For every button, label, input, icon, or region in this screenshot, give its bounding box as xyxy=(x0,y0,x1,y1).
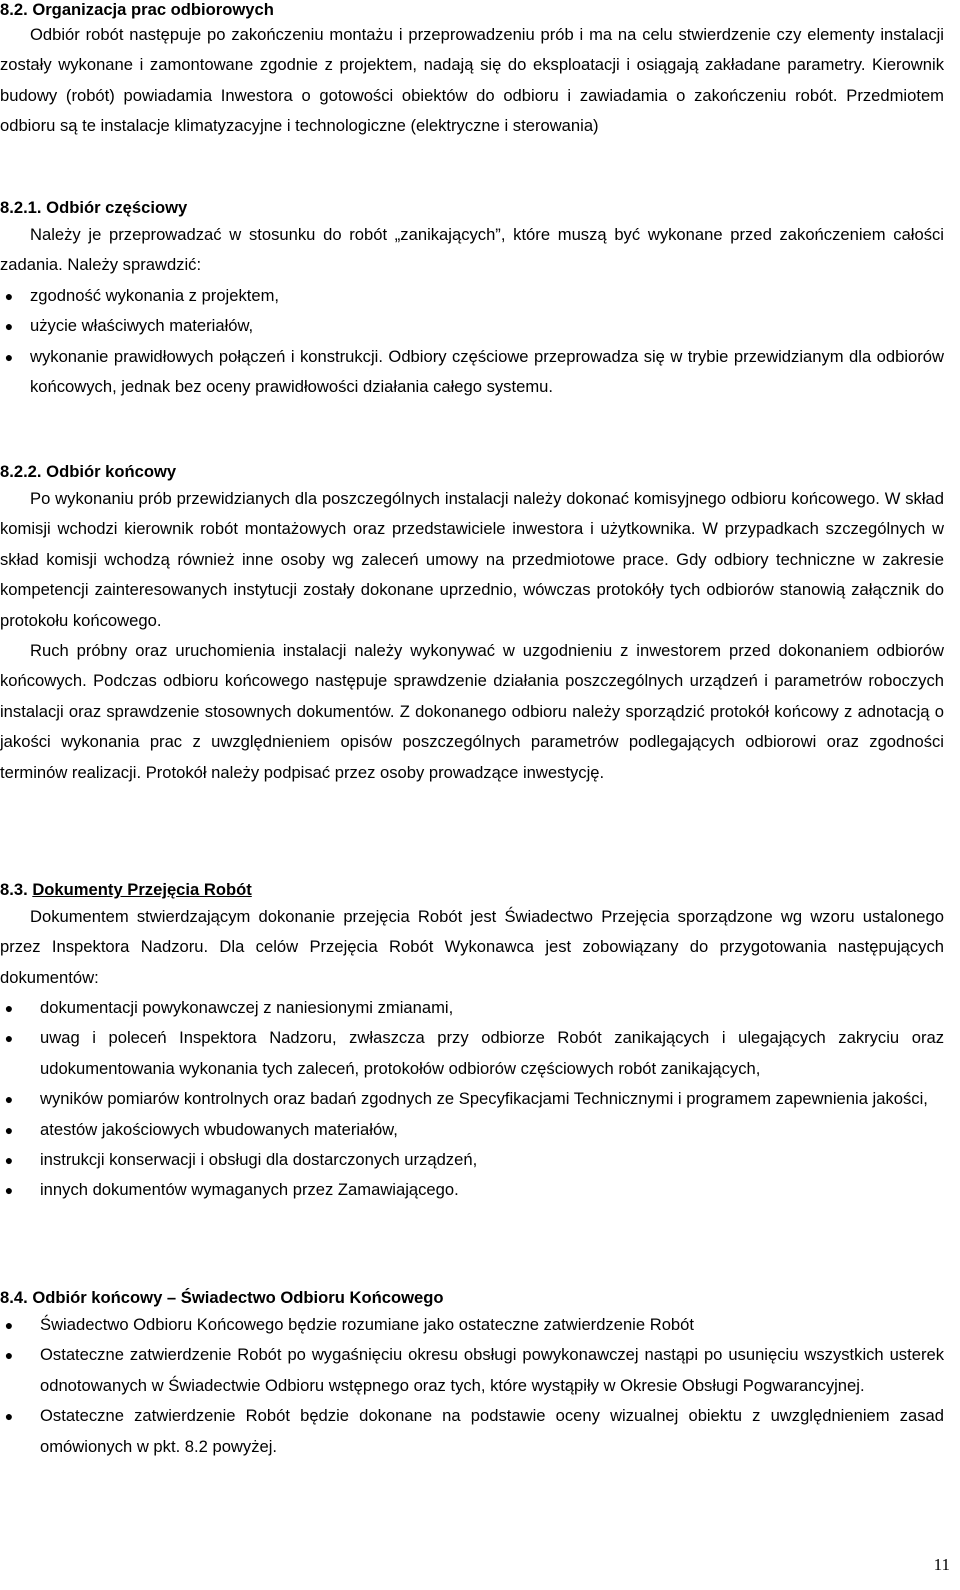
list-item: ● innych dokumentów wymaganych przez Zamawiającego. xyxy=(0,1175,944,1205)
list-item: ● uwag i poleceń Inspektora Nadzoru, zwłaszcza przy odbiorze Robót zanikających i ulegających zakryciu oraz udokumentowania wykonania tych zaleceń, protokołów odbiorów częściowych robót zanikających, xyxy=(0,1023,944,1084)
list-item: ● wyników pomiarów kontrolnych oraz badań zgodnych ze Specyfikacjami Technicznymi i programem zapewnienia jakości, xyxy=(0,1084,944,1114)
list-item: ● atestów jakościowych wbudowanych materiałów, xyxy=(0,1115,944,1145)
list-item: ● Świadectwo Odbioru Końcowego będzie rozumiane jako ostateczne zatwierdzenie Robót xyxy=(0,1310,944,1340)
bullet-icon: ● xyxy=(4,1121,14,1138)
list-item: ● użycie właściwych materiałów, xyxy=(0,311,944,341)
heading-title: Odbiór końcowy – Świadectwo Odbioru Końcowego xyxy=(32,1288,444,1307)
bullet-icon: ● xyxy=(4,1182,14,1199)
heading-title: Odbiór częściowy xyxy=(46,198,188,217)
heading-title: Dokumenty Przejęcia Robót xyxy=(32,880,252,899)
page-number: 11 xyxy=(933,1555,950,1574)
list-item: ● instrukcji konserwacji i obsługi dla dostarczonych urządzeń, xyxy=(0,1145,944,1175)
list-item: ● dokumentacji powykonawczej z naniesionymi zmianami, xyxy=(0,993,944,1023)
bullet-icon: ● xyxy=(4,1000,14,1016)
bullet-icon: ● xyxy=(4,348,14,365)
heading-number: 8.4. xyxy=(0,1288,28,1307)
list-8-3 xyxy=(0,993,944,1206)
heading-title: Organizacja prac odbiorowych xyxy=(32,0,274,19)
paragraph-8-3: Dokumentem stwierdzającym dokonanie przejęcia Robót jest Świadectwo Przejęcia sporządzone wg wzoru ustalonego przez Inspektora Nadzoru. Dla celów Przejęcia Robót Wykonawca jest zobowiązany do przygotowania następujących dokumentów: xyxy=(0,907,944,987)
paragraph-8-2-1: Należy je przeprowadzać w stosunku do robót „zanikających”, które muszą być wykonane przed zakończeniem całości zadania. Należy sprawdzić: xyxy=(0,225,944,275)
heading-8-2 xyxy=(0,0,274,20)
list-item: ● Ostateczne zatwierdzenie Robót będzie dokonane na podstawie oceny wizualnej obiektu z uwzględnieniem zasad omówionych w pkt. 8.2 powyżej. xyxy=(0,1401,944,1462)
heading-number: 8.2.2. xyxy=(0,462,42,481)
list-item: ● wykonanie prawidłowych połączeń i konstrukcji. Odbiory częściowe przeprowadza się w trybie przewidzianym dla odbiorów końcowych, jednak bez oceny prawidłowości działania całego systemu. xyxy=(0,342,944,403)
bullet-icon: ● xyxy=(4,1408,14,1425)
bullet-icon: ● xyxy=(4,1152,14,1169)
bullet-icon: ● xyxy=(4,288,14,304)
paragraph-8-2-2-a: Po wykonaniu prób przewidzianych dla poszczególnych instalacji należy dokonać komisyjnego odbioru końcowego. W skład komisji wchodzi kierownik robót montażowych oraz przedstawiciele inwestora i użytkownika. W przypadkach szczególnych w skład komisji wchodzą również inne osoby wg zaleceń umowy na przedmiotowe prace. Gdy odbiory techniczne w zakresie kompetencji zainteresowanych instytucji zostały dokonane uprzednio, wówczas protokóły tych odbiorów stanowią załącznik do protokołu końcowego. xyxy=(0,489,944,630)
heading-8-4 xyxy=(0,1288,444,1308)
paragraph-8-2-2-b: Ruch próbny oraz uruchomienia instalacji należy wykonywać w uzgodnieniu z inwestorem przed dokonaniem odbiorów końcowych. Podczas odbioru końcowego następuje sprawdzenie działania poszczególnych urządzeń i parametrów roboczych instalacji oraz sprawdzenie stosownych dokumentów. Z dokonanego odbioru należy sporządzić protokół końcowy z adnotacją o jakości wykonania prac z uwzględnieniem opisów poszczególnych parametrów podlegających odbiorowi oraz zgodności terminów realizacji. Protokół należy podpisać przez osoby prowadzące inwestycję. xyxy=(0,641,944,782)
paragraph-8-2: Odbiór robót następuje po zakończeniu montażu i przeprowadzeniu prób i ma na celu stwierdzenie czy elementy instalacji zostały wykonane i zamontowane zgodnie z projektem, nadają się do eksploatacji i osiągają zakładane parametry. Kierownik budowy (robót) powiadamia Inwestora o gotowości obiektów do odbioru i zawiadamia o zakończeniu robót. Przedmiotem odbioru są te instalacje klimatyzacyjne i technologiczne (elektryczne i sterowania) xyxy=(0,25,944,136)
bullet-icon: ● xyxy=(4,318,14,335)
heading-number: 8.3. xyxy=(0,880,28,899)
list-item: ● Ostateczne zatwierdzenie Robót po wygaśnięciu okresu obsługi powykonawczej nastąpi po usunięciu wszystkich usterek odnotowanych w Świadectwie Odbioru wstępnego oraz tych, które wystąpiły w Okresie Obsługi Pogwarancyjnej. xyxy=(0,1340,944,1401)
heading-number: 8.2. xyxy=(0,0,28,19)
heading-title: Odbiór końcowy xyxy=(46,462,177,481)
heading-8-3 xyxy=(0,880,252,900)
bullet-icon: ● xyxy=(4,1347,14,1364)
heading-8-2-1 xyxy=(0,198,187,218)
bullet-icon: ● xyxy=(4,1030,14,1047)
bullet-icon: ● xyxy=(4,1091,14,1108)
heading-number: 8.2.1. xyxy=(0,198,42,217)
heading-8-2-2 xyxy=(0,462,176,482)
list-8-4 xyxy=(0,1310,944,1462)
list-item: ● zgodność wykonania z projektem, xyxy=(0,281,944,311)
bullet-icon: ● xyxy=(4,1317,14,1333)
list-8-2-1 xyxy=(0,281,944,403)
